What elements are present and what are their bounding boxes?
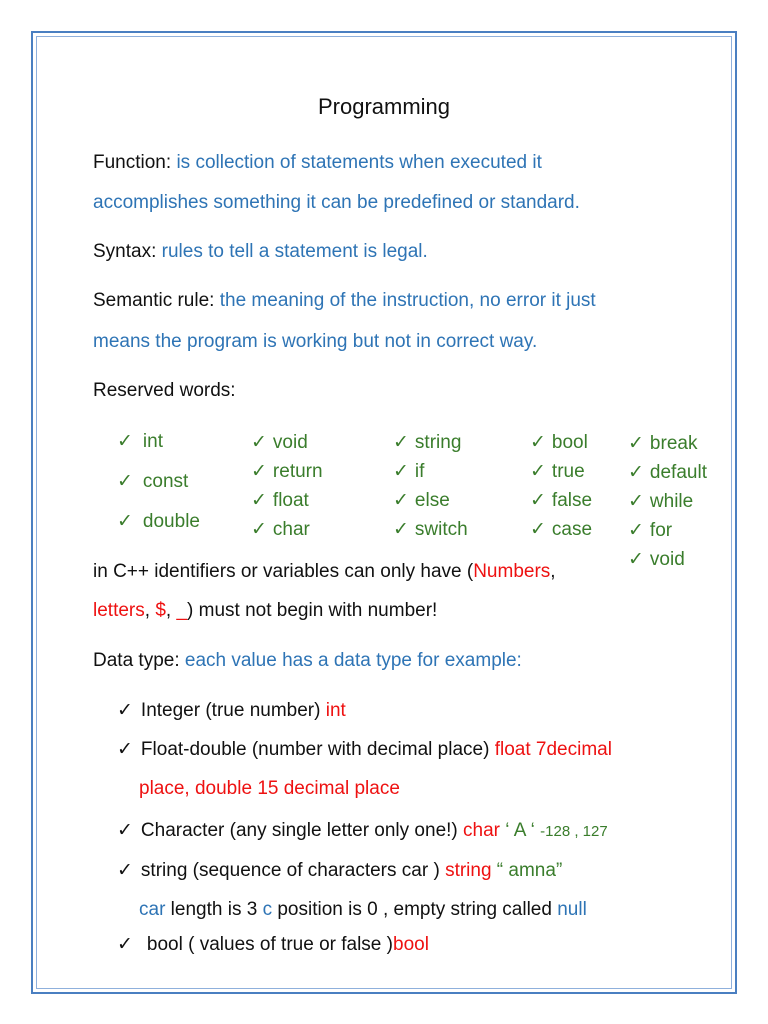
datatype-item-char bbox=[117, 819, 608, 842]
bool-text: bool ( values of true or false ) bbox=[146, 934, 393, 955]
checkmark-icon: ✓ bbox=[117, 934, 133, 955]
syntax-term: Syntax: bbox=[93, 241, 162, 262]
datatype-item-integer bbox=[117, 699, 346, 722]
checkmark-icon: ✓ bbox=[530, 490, 546, 511]
reserved-word: float bbox=[272, 490, 309, 511]
checkmark-icon: ✓ bbox=[628, 491, 644, 512]
string-keyword: string bbox=[445, 860, 492, 881]
float-text: Float-double (number with decimal place) bbox=[140, 739, 495, 760]
identifiers-underscore: _ bbox=[176, 600, 188, 621]
checkmark-icon: ✓ bbox=[628, 520, 644, 541]
reserved-word: if bbox=[414, 461, 425, 482]
semantic-definition-1: the meaning of the instruction, no error it just bbox=[219, 290, 596, 311]
checkmark-icon: ✓ bbox=[393, 432, 409, 453]
reserved-word: double bbox=[142, 511, 200, 532]
reserved-word-item bbox=[393, 518, 468, 541]
checkmark-icon: ✓ bbox=[117, 820, 133, 841]
string-example: “ amna” bbox=[491, 860, 563, 881]
reserved-word: case bbox=[551, 519, 593, 540]
checkmark-icon: ✓ bbox=[393, 519, 409, 540]
reserved-word: int bbox=[142, 431, 163, 452]
semantic-term: Semantic rule: bbox=[93, 290, 220, 311]
semantic-line-1 bbox=[93, 290, 596, 312]
reserved-word: true bbox=[551, 461, 585, 482]
identifiers-dollar: $ bbox=[155, 600, 166, 621]
function-term: Function: bbox=[93, 152, 177, 173]
float-keyword: float 7decimal bbox=[494, 739, 612, 760]
reserved-word-item bbox=[530, 489, 592, 512]
checkmark-icon: ✓ bbox=[393, 461, 409, 482]
reserved-word: void bbox=[649, 549, 685, 570]
identifiers-letters: letters bbox=[93, 600, 145, 621]
datatype-term: Data type: bbox=[93, 650, 185, 671]
checkmark-icon: ✓ bbox=[251, 519, 267, 540]
checkmark-icon: ✓ bbox=[251, 490, 267, 511]
function-definition-2: accomplishes something it can be predefined or standard. bbox=[93, 192, 580, 213]
string-length-text: length is 3 bbox=[165, 899, 263, 920]
datatype-line bbox=[93, 650, 522, 672]
reserved-word: break bbox=[649, 433, 698, 454]
bool-keyword: bool bbox=[393, 934, 429, 955]
datatype-item-string bbox=[117, 859, 562, 882]
datatype-item-bool bbox=[117, 933, 429, 956]
reserved-word-item bbox=[628, 519, 672, 542]
reserved-word: return bbox=[272, 461, 323, 482]
semantic-definition-2: means the program is working but not in correct way. bbox=[93, 331, 538, 352]
checkmark-icon: ✓ bbox=[628, 549, 644, 570]
string-position-text: position is 0 , empty string called bbox=[272, 899, 558, 920]
reserved-word-item bbox=[251, 518, 310, 541]
string-c: c bbox=[262, 899, 273, 920]
checkmark-icon: ✓ bbox=[251, 461, 267, 482]
identifiers-sep-1: , bbox=[144, 600, 156, 621]
identifiers-line-2 bbox=[93, 600, 437, 622]
reserved-word-item bbox=[117, 510, 200, 533]
checkmark-icon: ✓ bbox=[117, 739, 133, 760]
checkmark-icon: ✓ bbox=[251, 432, 267, 453]
identifiers-comma: , bbox=[550, 561, 556, 582]
checkmark-icon: ✓ bbox=[530, 432, 546, 453]
identifiers-rest: ) must not begin with number! bbox=[187, 600, 438, 621]
checkmark-icon: ✓ bbox=[628, 462, 644, 483]
checkmark-icon: ✓ bbox=[117, 511, 133, 532]
syntax-definition: rules to tell a statement is legal. bbox=[161, 241, 428, 262]
function-definition-1: is collection of statements when executed it bbox=[176, 152, 542, 173]
char-text: Character (any single letter only one!) bbox=[140, 820, 464, 841]
reserved-word-item bbox=[628, 432, 697, 455]
reserved-word-item bbox=[251, 431, 308, 454]
reserved-word-item bbox=[251, 489, 309, 512]
char-range: -128 , 127 bbox=[540, 823, 608, 840]
datatype-definition: each value has a data type for example: bbox=[184, 650, 522, 671]
checkmark-icon: ✓ bbox=[530, 519, 546, 540]
reserved-word-item bbox=[628, 548, 685, 571]
checkmark-icon: ✓ bbox=[628, 433, 644, 454]
reserved-word: bool bbox=[551, 432, 588, 453]
reserved-word: default bbox=[649, 462, 707, 483]
reserved-heading: Reserved words: bbox=[93, 380, 236, 401]
checkmark-icon: ✓ bbox=[117, 471, 133, 492]
reserved-word: false bbox=[551, 490, 593, 511]
reserved-word: switch bbox=[414, 519, 468, 540]
page-title: Programming bbox=[317, 94, 451, 119]
reserved-word-item bbox=[530, 518, 592, 541]
reserved-word-item bbox=[117, 430, 163, 453]
identifiers-line-1 bbox=[93, 561, 556, 583]
reserved-word: char bbox=[272, 519, 310, 540]
reserved-word-item bbox=[393, 489, 450, 512]
reserved-word-item bbox=[393, 460, 424, 483]
identifiers-sep-2: , bbox=[165, 600, 177, 621]
reserved-word-item bbox=[530, 431, 588, 454]
reserved-word-item bbox=[530, 460, 585, 483]
checkmark-icon: ✓ bbox=[393, 490, 409, 511]
reserved-word-item bbox=[628, 461, 707, 484]
reserved-word: for bbox=[649, 520, 673, 541]
checkmark-icon: ✓ bbox=[117, 860, 133, 881]
identifiers-text: in C++ identifiers or variables can only have ( bbox=[93, 561, 474, 582]
string-null: null bbox=[557, 899, 587, 920]
reserved-word: else bbox=[414, 490, 450, 511]
checkmark-icon: ✓ bbox=[117, 431, 133, 452]
checkmark-icon: ✓ bbox=[530, 461, 546, 482]
datatype-item-float bbox=[117, 738, 612, 761]
identifiers-numbers: Numbers bbox=[473, 561, 551, 582]
reserved-word-item bbox=[393, 431, 461, 454]
reserved-word: string bbox=[414, 432, 462, 453]
reserved-word: void bbox=[272, 432, 308, 453]
function-line-1 bbox=[93, 152, 542, 174]
integer-keyword: int bbox=[325, 700, 346, 721]
reserved-word-item bbox=[628, 490, 693, 513]
string-line-2 bbox=[139, 899, 587, 921]
integer-text: Integer (true number) bbox=[140, 700, 326, 721]
char-keyword: char bbox=[463, 820, 500, 841]
float-keyword-2: place, double 15 decimal place bbox=[139, 778, 400, 799]
reserved-word: while bbox=[649, 491, 694, 512]
string-text: string (sequence of characters car ) bbox=[140, 860, 446, 881]
reserved-word-item bbox=[251, 460, 323, 483]
char-example: ‘ A ‘ bbox=[500, 820, 541, 841]
reserved-word-item bbox=[117, 470, 188, 493]
string-car: car bbox=[139, 899, 166, 920]
reserved-word: const bbox=[142, 471, 189, 492]
checkmark-icon: ✓ bbox=[117, 700, 133, 721]
syntax-line bbox=[93, 241, 428, 263]
